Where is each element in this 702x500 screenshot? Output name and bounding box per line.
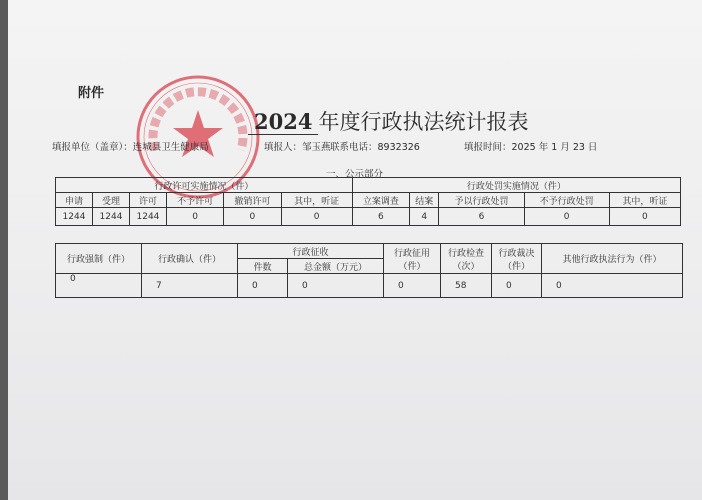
value-cell: 0 — [288, 274, 384, 298]
value-cell: 1244 — [129, 208, 166, 226]
header-cell: 件数 — [238, 259, 288, 274]
value-cell: 0 — [166, 208, 223, 226]
header-cell: 结案 — [410, 193, 439, 208]
header-cell: 予以行政处罚 — [439, 193, 524, 208]
reporter-value: 邹玉燕 — [302, 142, 331, 153]
table-row — [56, 208, 681, 226]
value-cell: 6 — [439, 208, 524, 226]
phone-field — [330, 139, 420, 153]
header-cell: 许可 — [129, 193, 166, 208]
header-cell: 受理 — [92, 193, 129, 208]
header-cell: 行政裁决（件） — [492, 244, 542, 274]
value-cell: 0 — [56, 274, 142, 298]
document-page — [8, 0, 702, 500]
header-cell: 撤销许可 — [224, 193, 281, 208]
section-title: 一、公示部分 — [326, 169, 384, 180]
value-cell: 0 — [492, 274, 542, 298]
attachment-label: 附件 — [78, 86, 105, 101]
penalty-group-header: 行政处罚实施情况（件） — [352, 178, 680, 193]
title-year: 2024 — [248, 109, 318, 135]
reporter-label: 填报人： — [264, 142, 303, 153]
value-cell: 6 — [352, 208, 409, 226]
value-cell: 58 — [441, 274, 492, 298]
header-cell: 其中，听证 — [281, 193, 352, 208]
value-cell: 0 — [609, 208, 680, 226]
value-cell: 0 — [542, 274, 683, 298]
header-cell: 其他行政执法行为（件） — [542, 244, 683, 274]
page-title — [248, 106, 528, 136]
license-group-header: 行政许可实施情况（件） — [56, 178, 353, 193]
header-cell: 行政确认（件） — [142, 244, 238, 274]
unit-label: 填报单位（盖章）： — [52, 142, 133, 153]
header-cell: 行政征用（件） — [384, 244, 441, 274]
value-cell: 0 — [224, 208, 281, 226]
header-cell: 行政检查（次） — [441, 244, 492, 274]
phone-label: 联系电话： — [330, 142, 378, 153]
header-cell: 行政强制（件） — [56, 244, 142, 274]
value-cell: 0 — [524, 208, 609, 226]
value-cell: 0 — [281, 208, 352, 226]
value-cell: 1244 — [92, 208, 129, 226]
value-cell: 0 — [238, 274, 288, 298]
header-cell: 其中，听证 — [609, 193, 680, 208]
date-field — [464, 139, 597, 153]
phone-value: 8932326 — [377, 142, 420, 153]
value-cell: 1244 — [56, 208, 93, 226]
value-cell: 0 — [384, 274, 441, 298]
header-cell: 立案调查 — [352, 193, 409, 208]
unit-value: 连城县卫生健康局 — [132, 142, 209, 153]
license-penalty-table — [55, 177, 681, 226]
unit-field — [52, 139, 209, 153]
table-header-row — [56, 193, 681, 208]
value-cell: 7 — [142, 274, 238, 298]
header-cell: 申请 — [56, 193, 93, 208]
other-enforcement-table — [55, 243, 683, 298]
header-cell: 不予行政处罚 — [524, 193, 609, 208]
date-label: 填报时间： — [464, 142, 512, 153]
reporter-field — [264, 139, 331, 153]
table-row — [56, 274, 683, 298]
header-cell: 不予许可 — [166, 193, 223, 208]
header-cell: 总金额（万元） — [288, 259, 384, 274]
value-cell: 4 — [410, 208, 439, 226]
title-text: 年度行政执法统计报表 — [318, 110, 529, 134]
header-cell: 行政征收 — [238, 244, 384, 259]
date-value: 2025 年 1 月 23 日 — [511, 142, 598, 153]
